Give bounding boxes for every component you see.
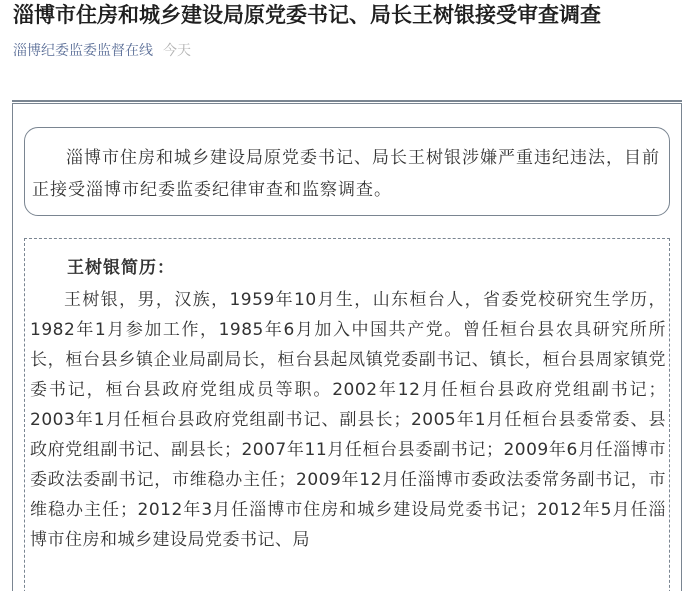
publish-date: 今天	[163, 43, 191, 59]
article-title: 淄博市住房和城乡建设局原党委书记、局长王树银接受审查调查	[13, 3, 601, 27]
account-name-link[interactable]: 淄博纪委监委监督在线	[13, 43, 153, 59]
bio-text: 王树银，男，汉族，1959年10月生，山东桓台人，省委党校研究生学历，1982年1月参加工作，1985年6月加入中国共产党。曾任桓台县农具研究所所长，桓台县乡镇企业局副局长，桓台县起凤镇党委副书记、镇长，桓台县周家镇党委书记，桓台县政府党组成员等职。2002年12月任桓台县政府党组副书记；2003年1月任桓台县政府党组副书记、副县长；2005年1月任桓台县委常委、县政府党组副书记、副县长；2007年11月任桓台县委副书记；2009年6月任淄博市委政法委副书记，市维稳办主任；2009年12月任淄博市委政法委常务副书记，市维稳办主任；2012年3月任淄博市住房和城乡建设局党委书记；2012年5月任淄博市住房和城乡建设局党委书记、局	[30, 290, 666, 550]
article-meta	[13, 41, 191, 61]
bio-heading: 王树银简历：	[67, 258, 175, 278]
frame-top-border	[12, 100, 682, 102]
summary-text: 淄博市住房和城乡建设局原党委书记、局长王树银涉嫌严重违纪违法，目前正接受淄博市纪委监委纪律审查和监察调查。	[32, 148, 660, 200]
